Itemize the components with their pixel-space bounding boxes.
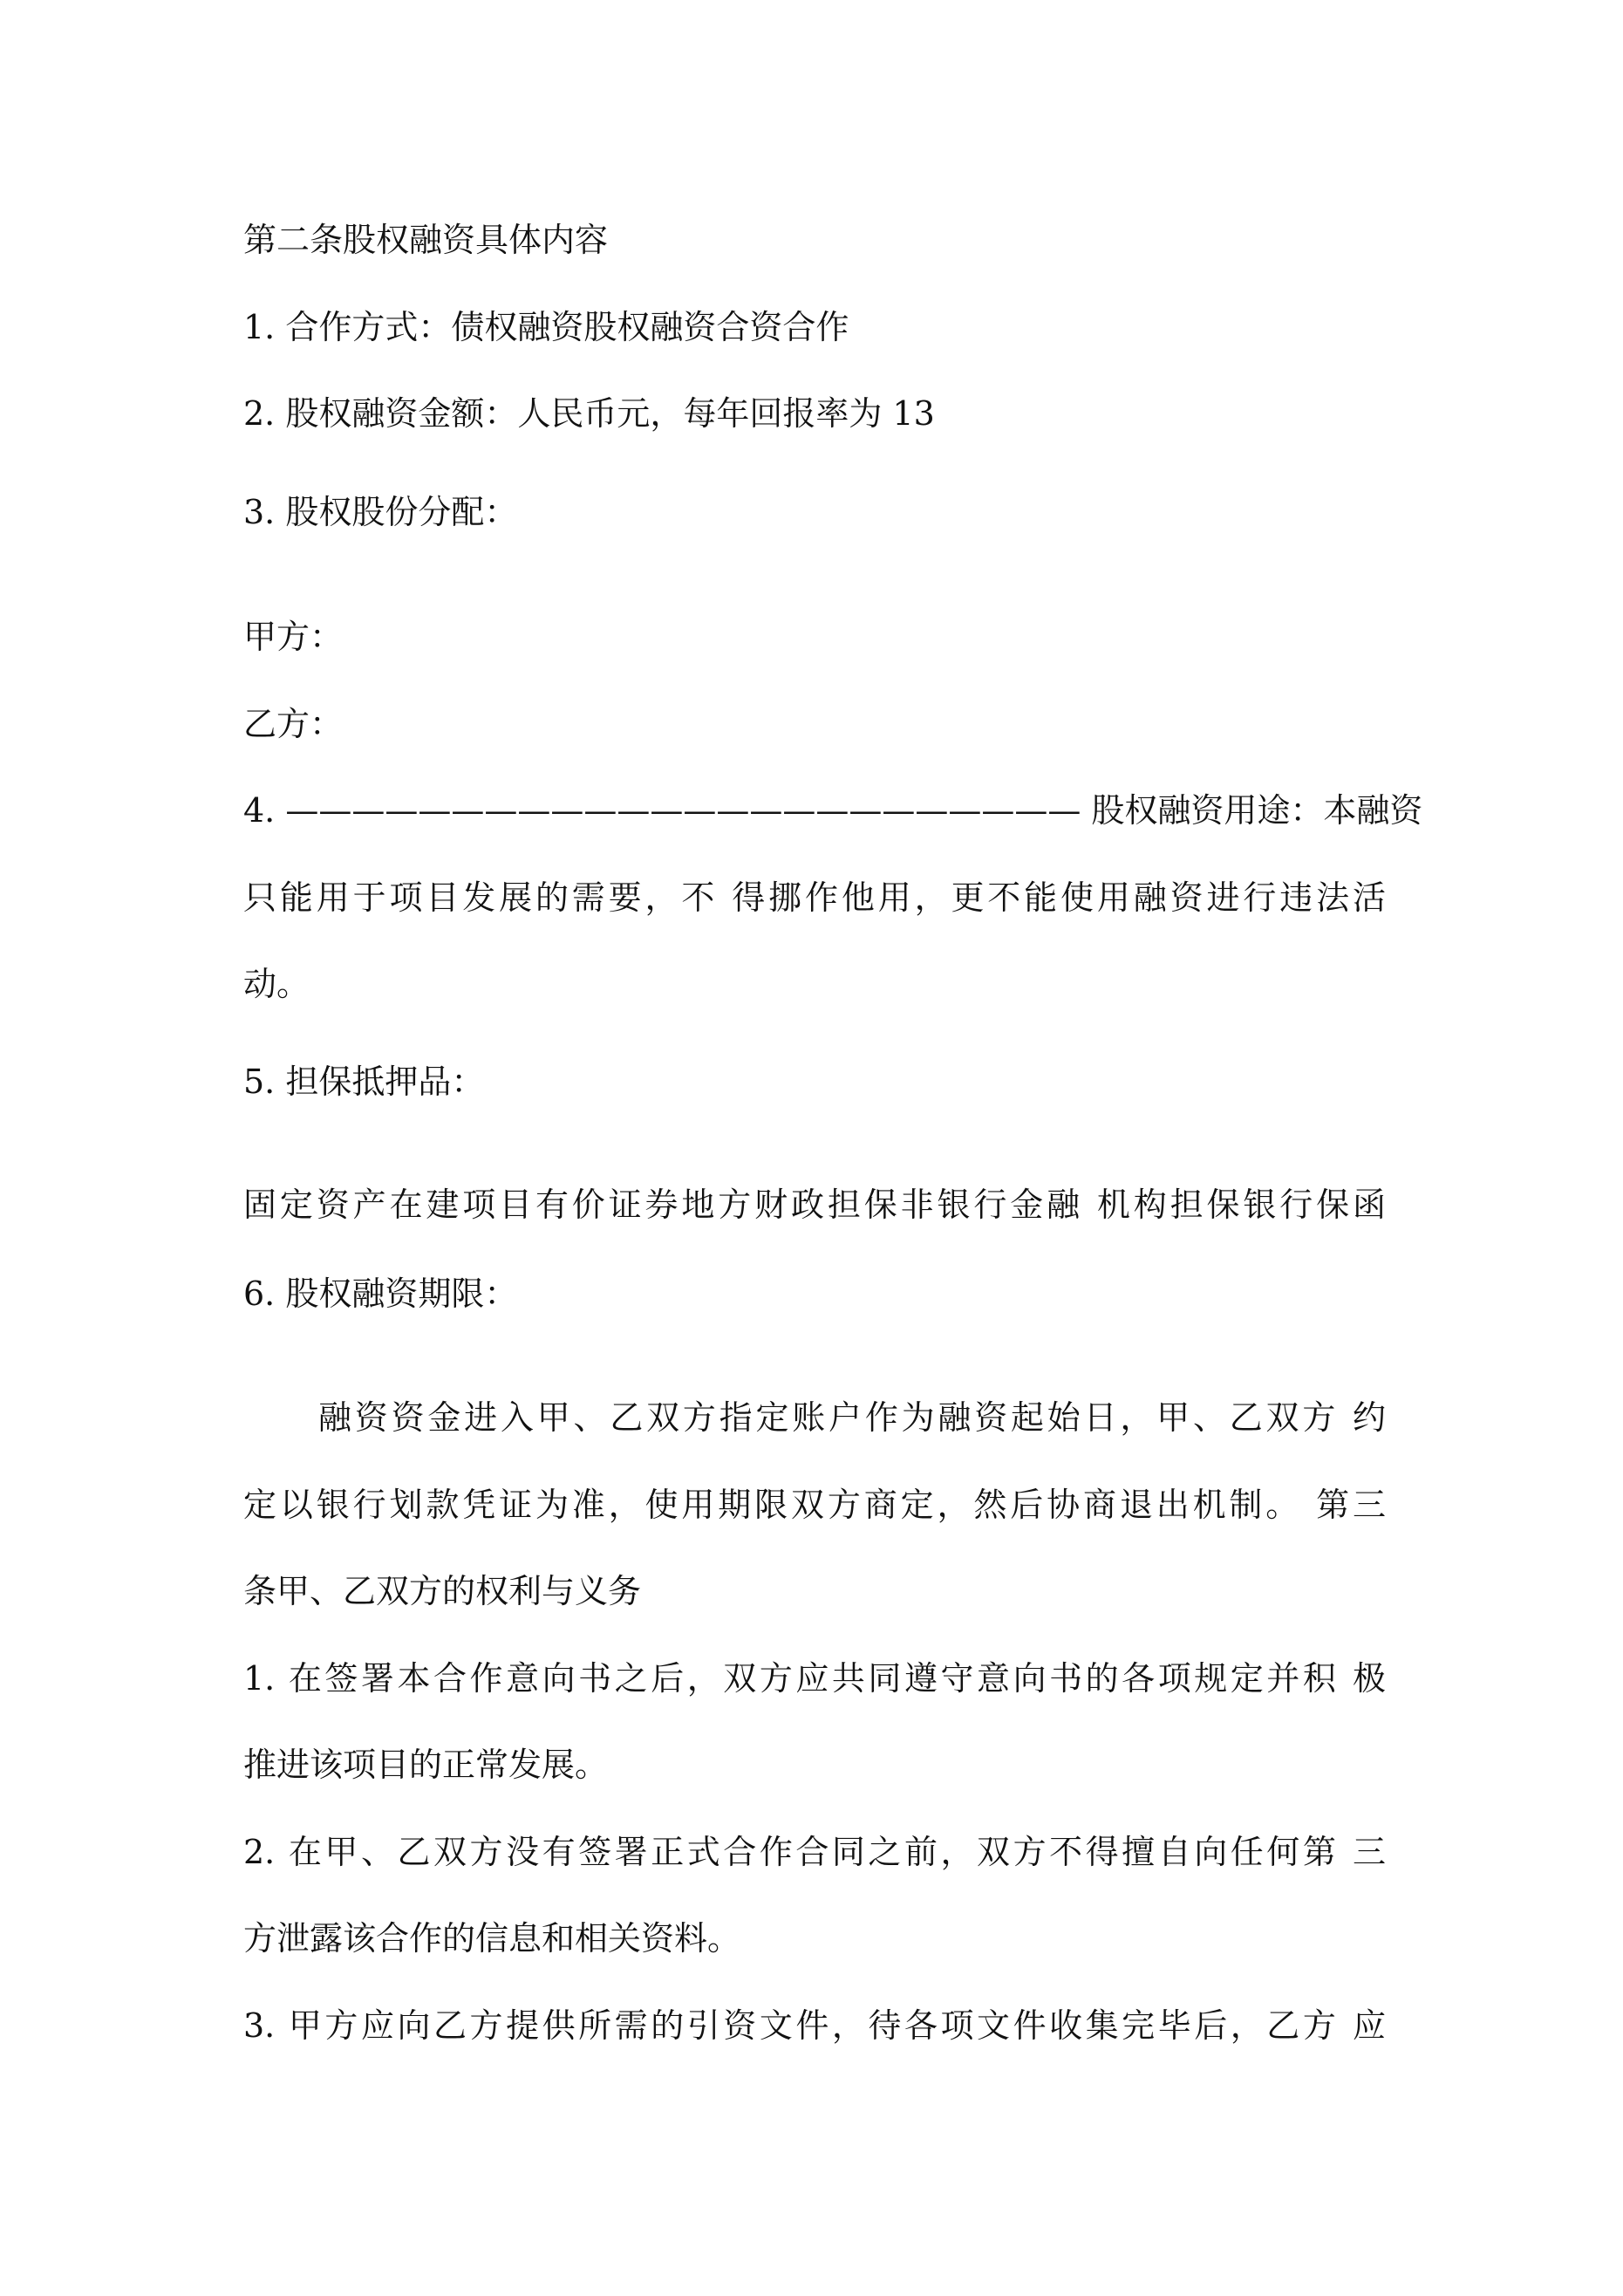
text-line: 固定资产在建项目有价证券地方财政担保非银行金融 机构担保银行保函: [243, 1186, 1386, 1224]
text-line: 3. 甲方应向乙方提供所需的引资文件，待各项文件收集完毕后，乙方 应: [243, 2006, 1386, 2045]
text-line: 乙方：: [243, 705, 344, 743]
text-line: 条甲、乙双方的权利与义务: [243, 1572, 642, 1610]
text-line: 推进该项目的正常发展。: [243, 1746, 609, 1784]
text-line: 1. 在签署本合作意向书之后，双方应共同遵守意向书的各项规定并积 极: [243, 1659, 1386, 1698]
text-line: 5. 担保抵押品：: [243, 1063, 485, 1101]
text-line: 2. 股权融资金额：人民币元，每年回报率为 13: [243, 394, 935, 433]
text-line: 动。: [243, 965, 310, 1003]
text-line: 只能用于项目发展的需要，不 得挪作他用，更不能使用融资进行违法活: [243, 878, 1386, 917]
text-line: 定以银行划款凭证为准，使用期限双方商定，然后协商退出机制。 第三: [243, 1486, 1386, 1524]
text-line: 1. 合作方式：债权融资股权融资合资合作: [243, 308, 849, 346]
text-line: 融资资金进入甲、乙双方指定账户作为融资起始日，甲、乙双方 约: [318, 1398, 1386, 1437]
text-line: 4. ———————————————————————— 股权融资用途：本融资: [243, 791, 1423, 830]
text-line: 3. 股权股份分配：: [243, 493, 518, 531]
section-heading: 第二条股权融资具体内容: [243, 221, 609, 259]
text-line: 2. 在甲、乙双方没有签署正式合作合同之前，双方不得擅自向任何第 三: [243, 1833, 1386, 1871]
text-line: 6. 股权融资期限：: [243, 1274, 518, 1313]
text-line: 甲方：: [243, 618, 344, 656]
text-line: 方泄露该合作的信息和相关资料。: [243, 1919, 741, 1958]
